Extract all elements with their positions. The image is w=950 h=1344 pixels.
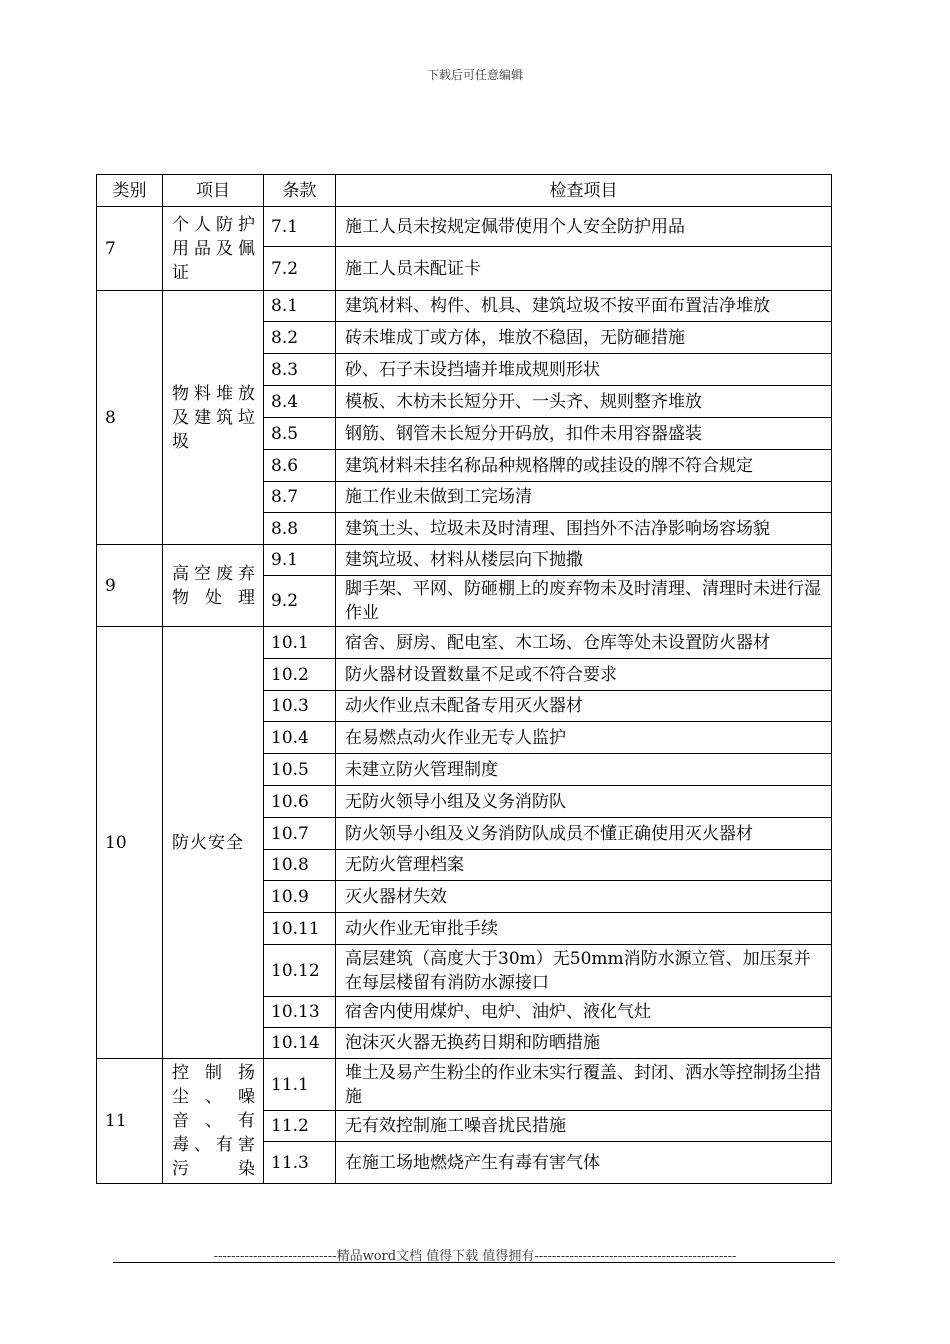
desc-cell: 未建立防火管理制度 [336,754,832,786]
inspection-table [96,174,832,1184]
category-cell: 9 [97,545,163,627]
clause-cell: 10.3 [264,691,336,722]
item-cell: 防火安全 [163,627,264,1059]
clause-cell: 7.1 [264,207,336,247]
desc-cell: 堆土及易产生粉尘的作业未实行覆盖、封闭、洒水等控制扬尘措施 [336,1059,832,1111]
table-row [97,627,832,659]
table-row [97,545,832,576]
item-cell: 控制扬尘、噪音、有毒、有害污染 [163,1059,264,1184]
clause-cell: 10.14 [264,1028,336,1059]
category-cell: 11 [97,1059,163,1184]
clause-cell: 10.2 [264,659,336,691]
clause-cell: 8.5 [264,418,336,450]
desc-cell: 动火作业无审批手续 [336,913,832,945]
desc-cell: 砖未堆成丁或方体，堆放不稳固，无防砸措施 [336,322,832,354]
desc-cell: 宿舍内使用煤炉、电炉、油炉、液化气灶 [336,997,832,1028]
header-clause: 条款 [264,175,336,207]
header-item: 项目 [163,175,264,207]
clause-cell: 7.2 [264,247,336,291]
clause-cell: 10.7 [264,818,336,850]
clause-cell: 8.1 [264,291,336,322]
category-cell: 10 [97,627,163,1059]
desc-cell: 防火领导小组及义务消防队成员不懂正确使用灭火器材 [336,818,832,850]
clause-cell: 10.5 [264,754,336,786]
table-row [97,291,832,322]
desc-cell: 施工人员未配证卡 [336,247,832,291]
item-cell: 高空废弃物处理 [163,545,264,627]
header-check-item: 检查项目 [336,175,832,207]
desc-cell: 钢筋、钢管未长短分开码放，扣件未用容器盛装 [336,418,832,450]
desc-cell: 脚手架、平网、防砸棚上的废弃物未及时清理、清理时未进行湿作业 [336,576,832,627]
footer-divider [113,1262,835,1263]
desc-cell: 在易燃点动火作业无专人监护 [336,722,832,754]
clause-cell: 8.8 [264,513,336,545]
desc-cell: 高层建筑（高度大于30m）无50mm消防水源立管、加压泵并在每层楼留有消防水源接口 [336,945,832,997]
clause-cell: 9.1 [264,545,336,576]
clause-cell: 8.7 [264,482,336,513]
clause-cell: 11.1 [264,1059,336,1111]
table-row [97,1059,832,1111]
clause-cell: 10.11 [264,913,336,945]
desc-cell: 建筑材料未挂名称品种规格牌的或挂设的牌不符合规定 [336,450,832,482]
desc-cell: 模板、木枋未长短分开、一头齐、规则整齐堆放 [336,386,832,418]
desc-cell: 建筑材料、构件、机具、建筑垃圾不按平面布置洁净堆放 [336,291,832,322]
footer-note: ----------------------------精品word文档 值得下载 值得拥有---------------------------------------------- [213,1249,737,1264]
item-cell: 物料堆放及建筑垃圾 [163,291,264,545]
desc-cell: 宿舍、厨房、配电室、木工场、仓库等处未设置防火器材 [336,627,832,659]
desc-cell: 无防火管理档案 [336,850,832,881]
desc-cell: 灭火器材失效 [336,881,832,913]
category-cell: 8 [97,291,163,545]
desc-cell: 砂、石子未设挡墙并堆成规则形状 [336,354,832,386]
clause-cell: 8.3 [264,354,336,386]
clause-cell: 10.12 [264,945,336,997]
desc-cell: 泡沫灭火器无换药日期和防晒措施 [336,1028,832,1059]
clause-cell: 10.8 [264,850,336,881]
desc-cell: 建筑垃圾、材料从楼层向下抛撒 [336,545,832,576]
header-note: 下载后可任意编辑 [426,68,523,82]
category-cell: 7 [97,207,163,291]
table-row [97,207,832,247]
desc-cell: 在施工场地燃烧产生有毒有害气体 [336,1142,832,1184]
clause-cell: 10.9 [264,881,336,913]
clause-cell: 11.3 [264,1142,336,1184]
clause-cell: 10.6 [264,786,336,818]
desc-cell: 施工人员未按规定佩带使用个人安全防护用品 [336,207,832,247]
desc-cell: 防火器材设置数量不足或不符合要求 [336,659,832,691]
desc-cell: 建筑土头、垃圾未及时清理、围挡外不洁净影响场容场貌 [336,513,832,545]
clause-cell: 8.4 [264,386,336,418]
clause-cell: 11.2 [264,1111,336,1142]
item-cell: 个人防护用品及佩证 [163,207,264,291]
desc-cell: 无有效控制施工噪音扰民措施 [336,1111,832,1142]
clause-cell: 8.6 [264,450,336,482]
header-category: 类别 [97,175,163,207]
clause-cell: 10.1 [264,627,336,659]
clause-cell: 9.2 [264,576,336,627]
desc-cell: 施工作业未做到工完场清 [336,482,832,513]
clause-cell: 10.13 [264,997,336,1028]
clause-cell: 8.2 [264,322,336,354]
desc-cell: 动火作业点未配备专用灭火器材 [336,691,832,722]
desc-cell: 无防火领导小组及义务消防队 [336,786,832,818]
table-header-row [97,175,832,207]
clause-cell: 10.4 [264,722,336,754]
